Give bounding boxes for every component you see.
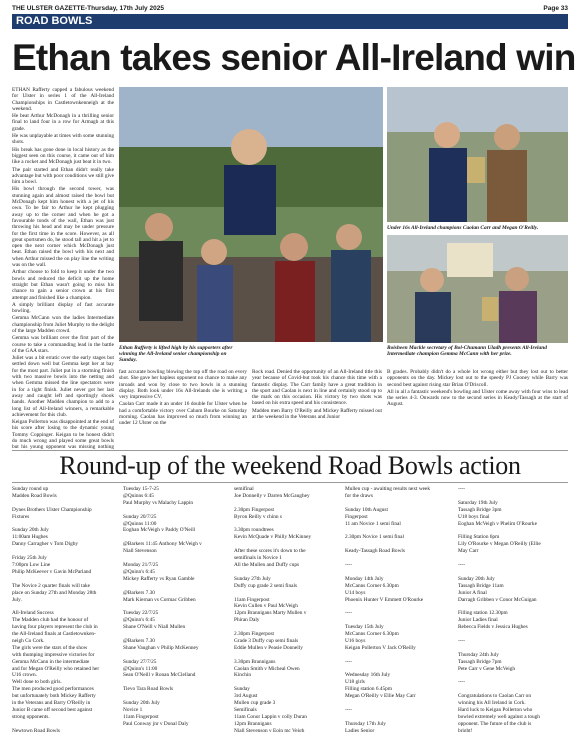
story-column-3 xyxy=(252,369,382,449)
story-paragraph: Gemma McCann won the ladies Intermediate championship from Juliet Murphy to the delight of the large Madden crowd. xyxy=(12,315,114,334)
result-line xyxy=(234,521,338,528)
caption-gemma-prize: Roisheen Mackle secretary of Bol-Chumann Uladh presents All-Ireland Intermediate champion Gemma McCann with her prize. xyxy=(387,345,547,358)
result-line xyxy=(234,679,338,686)
result-line: Sunday 20/7/25 xyxy=(123,513,157,520)
result-line: Joe Donnelly v Darren McGaughey xyxy=(234,492,310,499)
result-line xyxy=(12,721,116,728)
result-line: 12pm Brannigans xyxy=(234,720,272,727)
result-line: ---- xyxy=(458,679,466,686)
result-line: 11 am Novice 1 semi final xyxy=(345,520,401,527)
result-line xyxy=(458,686,568,693)
result-line: Keigan Pollerton V Jack O'Reilly xyxy=(345,644,416,651)
result-line xyxy=(123,603,227,610)
result-line: Filling station 12.30pm xyxy=(458,610,508,617)
result-line: Sunday 27th July xyxy=(234,575,271,582)
result-line: Newtown Road Bowls xyxy=(12,727,60,732)
result-line: 2.30pm Fingerpost xyxy=(234,506,275,513)
result-line: Semifinals xyxy=(234,707,257,713)
result-line: Sunday round up xyxy=(12,486,49,492)
story-column-4 xyxy=(387,369,568,449)
result-line: All-Ireland Success xyxy=(12,610,54,617)
result-line: bowled extremely well against a tough xyxy=(458,713,540,720)
result-line: Sean O'Neill v Ronan McClelland xyxy=(123,672,196,679)
result-line xyxy=(234,624,338,631)
results-column-4 xyxy=(345,486,449,732)
result-line: Lily O'Rourke v Megan O'Reilly (Ellie xyxy=(458,541,541,548)
result-line xyxy=(123,534,227,541)
story-paragraph: His break has gone done in local history as the biggest seen on this course, it came out of him like a rocket and McDonagh just beat it in two. xyxy=(12,146,114,166)
result-line: with thumping impressive victories for xyxy=(12,651,95,658)
result-line: the All-Ireland finals at Castletownken- xyxy=(12,631,96,638)
page-number: Page 33 xyxy=(543,5,568,12)
result-line: opponent. The future of the club is xyxy=(458,720,532,727)
result-line: Duffy cup grade 2 semi finals xyxy=(234,582,298,589)
result-line: semifinals in Novice 1 xyxy=(234,555,282,562)
story-paragraph: His bowl through the second tower, was stunning again and almost raised the bowl but McDonagh kept him honest with a jet of his own. To be fair to Arthur he kept plugging away up to the corner and when he got a favourable tonds of the wall, Ethan was just throwing his head and may be under pressure for the first time in the score. However, as all great sportsmen do, he stood tall and hit a jet to open the next corner which McDonagh just beat. Ethan raised the bowl with his next and when Arthur missed the on play line the writing was on the wall. xyxy=(12,186,114,269)
result-line: in the Veterans and Barry O'Reilly in xyxy=(12,700,91,707)
result-line: Hard luck to Keigan Pollerton who xyxy=(458,707,533,713)
result-line: 3rd August xyxy=(234,693,258,700)
result-line xyxy=(458,493,568,500)
result-line: Tuesday 15-7-25 xyxy=(123,486,159,492)
result-line: Tassagh Bridge 3pm xyxy=(458,506,502,513)
result-line: Eddie Mullen v Peasie Donnelly xyxy=(234,644,303,651)
story-paragraph: Gemma was brilliant over the first part of the course to take a commanding lead in the battle of the GAA stars. xyxy=(12,335,114,354)
result-line: U16 boys xyxy=(345,637,366,644)
story-paragraph: Arthur choose to fold to keep it under the two bowls and reduced the deficit up the home straight but Ethan wasn't going to miss his chance to gain a senior crown at his first attempt and finished like a champion. xyxy=(12,269,114,301)
story-column-2 xyxy=(119,369,247,449)
masthead-title: THE ULSTER GAZETTE-Thursday, 17th July 2025 xyxy=(12,5,164,12)
result-line: Tassagh Bridge 11am xyxy=(458,582,504,589)
result-line: Philip McKeever v Gavin McParland xyxy=(12,568,92,575)
result-line xyxy=(234,569,338,576)
result-line: Paul Murphy vs Malachy Lappin xyxy=(123,499,194,506)
result-line xyxy=(234,590,338,597)
result-line: ---- xyxy=(458,486,466,492)
result-line: Monday 14th July xyxy=(345,575,384,582)
result-line: 12pm Brannigans Marty Mullen v xyxy=(234,610,307,617)
result-line: @Barkers 7.30 xyxy=(123,589,155,596)
result-line: 3.30pm Brannigans xyxy=(234,658,276,665)
result-line: Niall Stevenson xyxy=(123,548,157,555)
result-line xyxy=(12,548,116,555)
result-line: 2.30pm Fingerpost xyxy=(234,631,275,638)
result-line xyxy=(234,652,338,659)
result-line: Friday 25th July xyxy=(12,555,47,562)
result-line: The girls were the stars of the show xyxy=(12,644,88,651)
result-line: Phoenix Hunter V Emmett O'Rourke xyxy=(345,596,424,603)
result-line: Phiran Daly xyxy=(234,617,260,624)
result-line: Saturday 19th July xyxy=(458,499,498,506)
result-line: Eoghan McVeigh v Paddy O'Neill xyxy=(123,527,196,534)
result-line xyxy=(458,672,568,679)
result-line: Fixtures xyxy=(12,513,30,520)
result-line: @Quinns 11:00 xyxy=(123,520,157,527)
result-line: semifinal xyxy=(234,486,254,492)
result-line: Tievo Tara Road Bowls xyxy=(123,686,174,693)
result-line: U14 boys xyxy=(345,589,366,596)
result-line: Filling station 6.45pm xyxy=(345,686,392,693)
story-paragraph: Rock road. Denied the opportunity of an All-Ireland title this year because of Covid-but took his chance this time with a fantastic display. The Carr family have a great tradition in the sport and Caolan is next in line and certainly stood up to the mark on this occasion. His victory by two shots was based on his extra speed and his consistence. xyxy=(252,369,382,407)
result-line: @Barkers 7.30 xyxy=(123,637,155,644)
results-column-1 xyxy=(12,486,116,732)
result-line: ---- xyxy=(345,658,353,665)
result-line xyxy=(345,666,449,673)
result-line: Madden Road Bowls xyxy=(12,492,57,499)
result-line: May Carr xyxy=(458,548,479,555)
result-line: 11am Fingerpost xyxy=(123,713,159,720)
story-paragraph: B grades. Probably didn't do a whole lot wrong either but they lost out to better opponents on the day. Mickey lost out to the speedy PJ Cooney while Barry was second best against rising star Brian O'Driscoll. xyxy=(387,369,568,388)
result-line xyxy=(458,555,568,562)
result-line: Dynes Brothers Ulster Championship xyxy=(12,506,92,513)
caption-u16-champions: Under 16s All-Ireland champions Caolan Carr and Megan O'Reilly. xyxy=(387,225,539,231)
result-line: Paul Conway jnr v Donal Daly xyxy=(123,720,189,727)
result-line: U18 girls xyxy=(345,679,365,686)
story-paragraph: The pair started and Ethan didn't really take advantage but with poor conditions we still give him a bowl. xyxy=(12,166,114,186)
result-line xyxy=(123,652,227,659)
story-paragraph: Keigan Pollerton was disappointed at the end of his score after losing to the dynamic young Tommy Coppinger. Keigan to be honest didn't do much wrong and played some great bowls but his young opponent was missing nothing xyxy=(12,419,114,449)
result-line: Danny Carragher v Tom Digby xyxy=(12,541,79,548)
divider xyxy=(12,482,568,483)
result-line: McCanns Corner 6.30pm xyxy=(345,631,399,638)
result-line: Filling Station 6pm xyxy=(458,534,500,541)
result-line xyxy=(345,569,449,576)
story-paragraph: Caolan Carr made it an under 16 double for Ulster when he had a comfortable victory over Cahum Bourke on Saturday morning. Caolan has improved so much from winning an under 12 Ulster on the xyxy=(119,401,247,427)
result-line: Sunday 10th August xyxy=(345,506,388,513)
result-line: Rebecca Fields v Jessica Hughes xyxy=(458,624,528,631)
section-banner: ROAD BOWLS xyxy=(12,14,568,29)
result-line: ---- xyxy=(345,561,353,568)
result-line: 11am Fingerpost xyxy=(234,596,270,603)
result-line: Tassagh Bridge 7pm xyxy=(458,658,502,665)
result-line xyxy=(345,714,449,721)
result-line: 11am Conor Lappin v colly Duran xyxy=(234,713,307,720)
result-line: @Barkers 11:45 Anthony McVeigh v xyxy=(123,541,202,548)
result-line: Junior B came off second best against xyxy=(12,707,93,713)
result-line: U18 boys final xyxy=(458,513,490,520)
result-line xyxy=(123,679,227,686)
result-line: Pete Carr v Gene McVeigh xyxy=(458,665,516,672)
caption-main-photo: Ethan Rafferty is lifted high by his supporters after winning the All-Ireland senior championship on Sunday. xyxy=(119,345,233,364)
result-line xyxy=(345,500,449,507)
result-line xyxy=(123,631,227,638)
result-line: The men produced good performances xyxy=(12,686,94,693)
result-line: Mickey Rafferty vs Ryan Gamble xyxy=(123,575,195,582)
result-line: neigh Co Cork. xyxy=(12,637,45,644)
result-line: Eoghan McVeigh v Phelim O'Rourke xyxy=(458,520,537,527)
result-line: Junior Ladies final xyxy=(458,617,498,624)
results-column-3 xyxy=(234,486,338,732)
result-line: Mark Kiernan vs Cormac Gribben xyxy=(123,596,196,603)
result-line: Tuesday 22/7/25 xyxy=(123,610,159,617)
result-line: for the draws xyxy=(345,492,373,499)
result-line xyxy=(345,617,449,624)
result-line: Wednesday 16th July xyxy=(345,672,391,679)
result-line: Shane O'Neill v Niall Mullen xyxy=(123,624,186,631)
result-line xyxy=(345,652,449,659)
result-line: Megan O'Reilly v Ellie May Carr xyxy=(345,693,416,700)
result-line: Congratulations to Caolan Carr on xyxy=(458,693,531,700)
story-paragraph: A simply brilliant display of fast accurate bowling. xyxy=(12,301,114,315)
result-line: Kevin Cullen v Paul McVeigh xyxy=(234,603,298,610)
result-line: bright! xyxy=(458,727,473,732)
result-line: @Quinn's 6:45 xyxy=(123,568,155,575)
photo-ethan-lifted xyxy=(119,87,383,342)
result-line xyxy=(123,728,227,732)
result-line: ---- xyxy=(345,610,353,617)
result-line: Grade 3 Duffy cup semi finals xyxy=(234,637,299,644)
masthead xyxy=(12,4,568,14)
results-column-5 xyxy=(458,486,568,732)
result-line xyxy=(458,527,568,534)
result-line: Kinchin xyxy=(234,672,252,679)
result-line: and for Megan O'Reilly who retained her xyxy=(12,665,100,672)
result-line: Thursday 24th July xyxy=(458,651,499,658)
result-line: Thursday 17th July xyxy=(345,720,386,727)
roundup-headline: Round-up of the weekend Road Bowls action xyxy=(59,451,521,480)
result-line: winning his All Ireland in Cork. xyxy=(458,700,526,707)
story-paragraph: fast accurate bowling blowing the top off the road on every shot. She gave her hapless opponent no chance to make any inroads and won by close to two bowls in a stunning display. Both look under 16s All-Irelands she is writing a very impressive CV. xyxy=(119,369,247,401)
result-line xyxy=(345,555,449,562)
result-line xyxy=(458,645,568,652)
result-line xyxy=(234,500,338,507)
result-line: Sunday 20th July xyxy=(12,527,49,534)
result-line: @Quinns 6:45 xyxy=(123,492,154,499)
result-line: Sunday 20th July xyxy=(123,700,160,707)
story-paragraph: Juliet was a bit erratic over the early stages but settled down well but Gemma kept her at bay for the most part. Juliet put in a storming finish with two massive bowls into the netting and when Gemma missed the line spectators were in for a tight finish. Juliet never got her last away and caught left and sportingly shook hands. Another Madden champion to add to a long list of All-Ireland winners, a remarkable achievement for this club. xyxy=(12,355,114,418)
result-line: Gemma McCann in the intermediate xyxy=(12,658,90,665)
result-line xyxy=(458,603,568,610)
result-line xyxy=(12,521,116,528)
result-line: Sunday 27/7/25 xyxy=(123,658,157,665)
result-line xyxy=(345,603,449,610)
result-line: ---- xyxy=(458,561,466,568)
result-line: Shane Vaughan v Philip McKenney xyxy=(123,644,199,651)
result-line: The Novice 2 quarter finals will take xyxy=(12,582,90,589)
result-line xyxy=(12,576,116,583)
result-line xyxy=(458,631,568,638)
story-paragraph: Madden men Barry O'Reilly and Mickey Rafferty missed out at the weekend in the Veterans and Junior xyxy=(252,407,382,421)
result-line xyxy=(123,693,227,700)
result-line: Sunday 20th July xyxy=(458,575,495,582)
result-line: After these scores it's down to the xyxy=(234,548,306,555)
result-line: but unfortunately both Mickey Rafferty xyxy=(12,693,96,700)
result-line: Niall Stevenson v Eoin mc Veigh xyxy=(234,727,305,732)
result-line xyxy=(123,583,227,590)
result-line: ---- xyxy=(345,707,353,713)
result-line: ---- xyxy=(458,637,466,644)
result-line: McCanns Corner 6.30pm xyxy=(345,582,399,589)
result-line: Junior A final xyxy=(458,589,487,596)
result-line: All the Mullen and Duffy cups xyxy=(234,561,300,568)
result-line: 2.30pm Novice 1 semi final xyxy=(345,534,404,541)
result-line: place on Sunday 27th and Monday 28th xyxy=(12,589,97,596)
result-line: Monday 21/7/25 xyxy=(123,561,159,568)
result-line: Well done to both girls. xyxy=(12,679,62,686)
story-column-1 xyxy=(12,87,114,449)
result-line: having four players represent the club in xyxy=(12,624,98,631)
result-line: @Quinn's 6:45 xyxy=(123,617,155,624)
result-line: @Quinn's 11:00 xyxy=(123,665,158,672)
result-line: Mullen cup - awaiting results next week xyxy=(345,486,431,492)
photo-u16-champions xyxy=(387,87,568,222)
result-line: Caolan Smith v Micheal Owen xyxy=(234,665,300,672)
result-line: 7:00pm Low Line xyxy=(12,561,51,568)
result-line: Ladies Senior xyxy=(345,727,375,732)
result-line xyxy=(458,569,568,576)
result-line: Novice 1 xyxy=(123,707,143,713)
result-line xyxy=(12,603,116,610)
result-line xyxy=(123,507,227,514)
result-line xyxy=(123,555,227,562)
result-line: The Madden club had the honour of xyxy=(12,617,89,624)
result-line xyxy=(345,541,449,548)
result-line: Fingerpost xyxy=(345,513,368,520)
result-line: Sunday xyxy=(234,686,250,693)
result-line: July. xyxy=(12,596,22,603)
story-paragraph: He was unplayable at times with some stunning shots. xyxy=(12,133,114,146)
result-line: Darragh Gribben v Conor McGuigan xyxy=(458,596,537,603)
story-paragraph: All in all a fantastic weekend's bowling and Ulster come away with four wins to lead the series 4-3. Onwards now to the second series in Keady/Tassagh at the start of August. xyxy=(387,388,568,408)
result-line: strong opponents. xyxy=(12,713,50,720)
result-line: Keady-Tassagh Road Bowls xyxy=(345,548,405,555)
photo-gemma-prize xyxy=(387,235,568,343)
result-line: Tuesday 15th July xyxy=(345,624,384,631)
story-paragraph: ETHAN Rafferty capped a fabulous weekend for Ulster in series 1 of the All-Ireland Championships in Castletownkenneigh at the weekend. xyxy=(12,87,114,112)
story-paragraph: He beat Arthur McDonagh in a thrilling senior final to land four in a row for Armagh at this grade. xyxy=(12,113,114,132)
result-line: Kevin McQuade v Philly McKinney xyxy=(234,534,312,541)
result-line xyxy=(12,500,116,507)
results-column-2 xyxy=(123,486,227,732)
main-headline: Ethan takes senior All-Ireland win xyxy=(12,37,576,78)
result-line: 3.30pm roundtrees xyxy=(234,527,274,534)
result-line xyxy=(345,700,449,707)
result-line: Byron Reilly v chinn s xyxy=(234,513,282,520)
result-line: U16 crown. xyxy=(12,672,38,679)
result-line: 11:00am Hughes xyxy=(12,534,48,541)
result-line: Mullen cup grade 3 xyxy=(234,700,276,707)
